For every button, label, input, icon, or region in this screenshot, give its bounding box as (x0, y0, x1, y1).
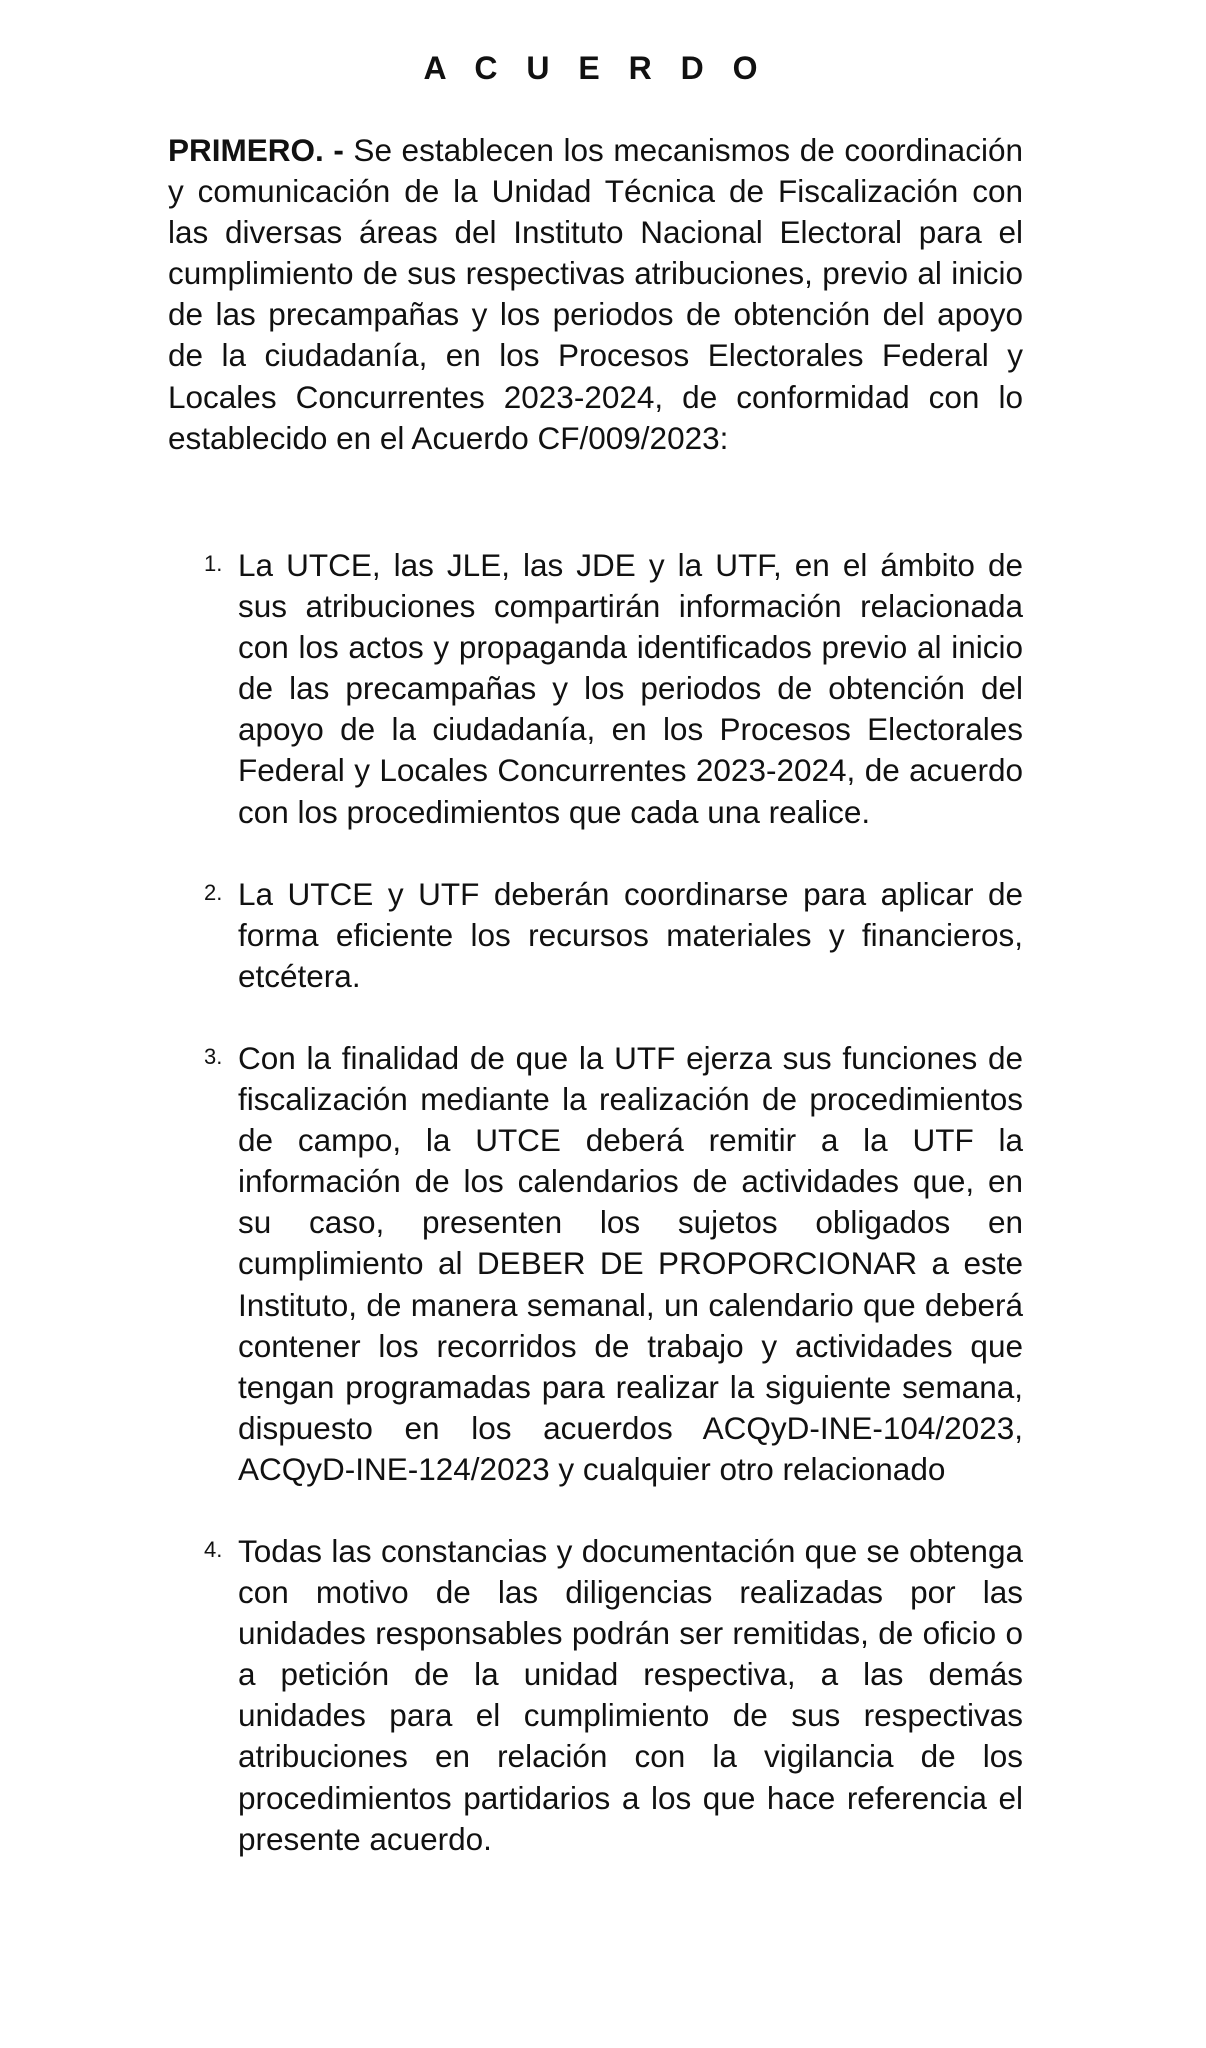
list-item (168, 1531, 1023, 1860)
primero-text: Se establecen los mecanismos de coordinación y comunicación de la Unidad Técnica de Fiscalización con las diversas áreas del Instituto Nacional Electoral para el cumplimiento de sus respectivas atribuciones, previo al inicio de las precampañas y los periodos de obtención del apoyo de la ciudadanía, en los Procesos Electorales Federal y Locales Concurrentes 2023-2024, de conformidad con lo establecido en el Acuerdo CF/009/2023: (168, 132, 1023, 456)
primero-lead: PRIMERO. - (168, 132, 344, 168)
list-item-text: La UTCE y UTF deberán coordinarse para aplicar de forma eficiente los recursos materiales y financieros, etcétera. (238, 875, 1023, 994)
list-item-number: 4. (204, 1536, 223, 1562)
list-item-number: 2. (204, 879, 223, 905)
list-item-number: 3. (204, 1043, 223, 1069)
list-item-text: La UTCE, las JLE, las JDE y la UTF, en el ámbito de sus atribuciones compartirán información relacionada con los actos y propaganda identificados previo al inicio de las precampañas y los periodos de obtención del apoyo de la ciudadanía, en los Procesos Electorales Federal y Locales Concurrentes 2023-2024, de acuerdo con los procedimientos que cada una realice. (238, 547, 1023, 830)
list-item-text: Con la finalidad de que la UTF ejerza sus funciones de fiscalización mediante la realización de procedimientos de campo, la UTCE deberá remitir a la UTF la información de los calendarios de actividades que, en su caso, presenten los sujetos obligados en cumplimiento al DEBER DE PROPORCIONAR a este Instituto, de manera semanal, un calendario que deberá contener los recorridos de trabajo y actividades que tengan programadas para realizar la siguiente semana, dispuesto en los acuerdos ACQyD-INE-104/2023, ACQyD-INE-124/2023 y cualquier otro relacionado (238, 1039, 1023, 1487)
list-item-number: 1. (204, 551, 223, 576)
list-item (168, 1038, 1023, 1490)
list-item (168, 545, 1023, 833)
document-page (168, 0, 1023, 2048)
primero-paragraph (168, 130, 1023, 459)
list-item-text: Todas las constancias y documentación que se obtenga con motivo de las diligencias realizadas por las unidades responsables podrán ser remitidas, de oficio o a petición de la unidad respectiva, a las demás unidades para el cumplimiento de sus respectivas atribuciones en relación con la vigilancia de los procedimientos partidarios a los que hace referencia el presente acuerdo. (238, 1532, 1023, 1857)
agreement-list (168, 545, 1023, 1901)
list-item (168, 874, 1023, 997)
document-title: A C U E R D O (423, 50, 768, 86)
